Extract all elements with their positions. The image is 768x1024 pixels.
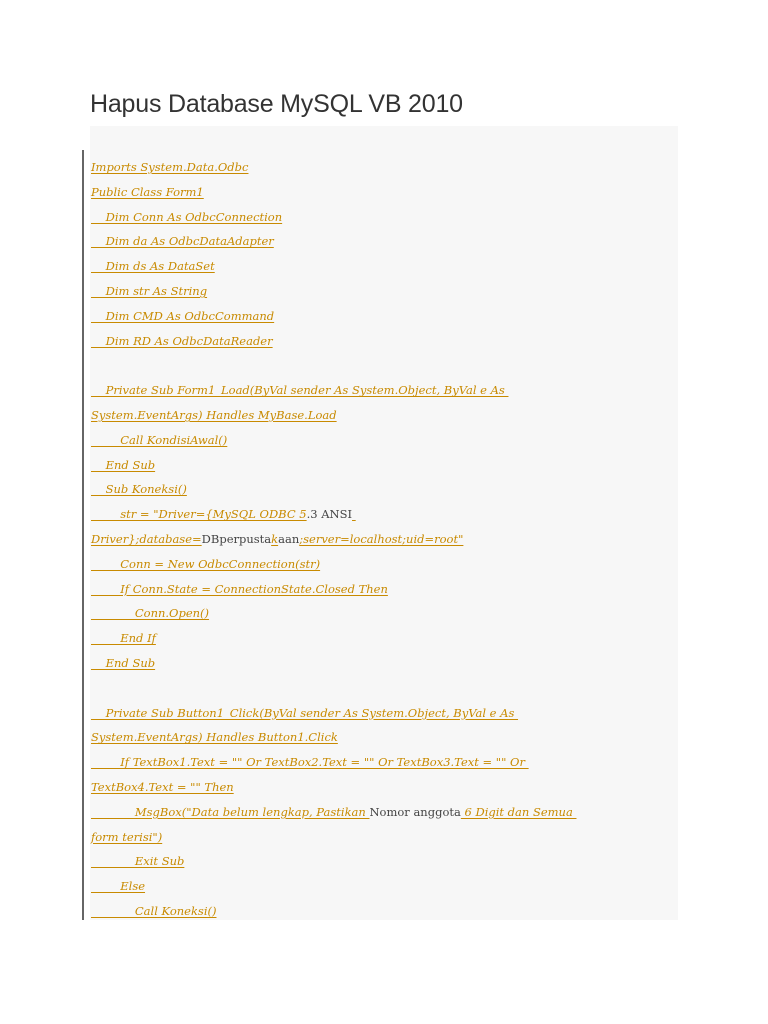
code-line bbox=[91, 256, 677, 281]
code-link-text: Call KondisiAwal() bbox=[91, 432, 228, 447]
code-link-text: Dim RD As OdbcDataReader bbox=[91, 333, 273, 348]
code-line bbox=[91, 653, 677, 678]
page-title: Hapus Database MySQL VB 2010 bbox=[90, 90, 463, 118]
code-link-text: Private Sub Button1_Click(ByVal sender As System.Object, ByVal e As bbox=[91, 705, 519, 720]
code-link-text: ;server=localhost;uid=root" bbox=[299, 531, 464, 546]
code-link-text: Exit Sub bbox=[91, 854, 185, 869]
code-plain-text: DBperpusta bbox=[201, 531, 272, 546]
code-line bbox=[91, 281, 677, 306]
code-link-text: form terisi") bbox=[91, 829, 163, 844]
code-link-text: Private Sub Form1_Load(ByVal sender As System.Object, ByVal e As bbox=[91, 383, 509, 398]
code-line bbox=[91, 777, 677, 802]
code-link-text: Dim ds As DataSet bbox=[91, 259, 215, 274]
code-line bbox=[91, 430, 677, 455]
code-link-text: Dim Conn As OdbcConnection bbox=[91, 209, 283, 224]
code-link-text: Conn.Open() bbox=[91, 606, 210, 621]
code-line bbox=[91, 479, 677, 504]
code-line bbox=[91, 827, 677, 852]
code-line bbox=[91, 876, 677, 901]
code-link-text: TextBox4.Text = "" Then bbox=[91, 779, 234, 794]
code-block bbox=[91, 157, 677, 926]
code-line bbox=[91, 504, 677, 529]
code-link-text: Dim da As OdbcDataAdapter bbox=[91, 234, 274, 249]
code-line bbox=[91, 628, 677, 653]
code-link-text: Dim str As String bbox=[91, 283, 208, 298]
code-line bbox=[91, 727, 677, 752]
code-blank-line bbox=[91, 355, 677, 380]
code-link-text: System.EventArgs) Handles MyBase.Load bbox=[91, 407, 337, 422]
code-plain-text: Nomor anggota bbox=[369, 804, 461, 819]
code-plain-text: aan bbox=[278, 531, 300, 546]
code-link-text: Sub Koneksi() bbox=[91, 482, 187, 497]
code-link-text: Conn = New OdbcConnection(str) bbox=[91, 556, 321, 571]
code-link-text: Dim CMD As OdbcCommand bbox=[91, 308, 275, 323]
code-link-text: str = "Driver={MySQL ODBC 5 bbox=[91, 507, 307, 522]
code-link-text: Public Class Form1 bbox=[91, 184, 204, 199]
code-link-text: MsgBox("Data belum lengkap, Pastikan bbox=[91, 804, 370, 819]
code-line bbox=[91, 207, 677, 232]
code-line bbox=[91, 306, 677, 331]
code-line bbox=[91, 529, 677, 554]
code-line bbox=[91, 157, 677, 182]
code-line bbox=[91, 703, 677, 728]
code-link-text: End Sub bbox=[91, 655, 156, 670]
code-plain-text: .3 ANSI bbox=[306, 507, 353, 522]
code-link-text: System.EventArgs) Handles Button1.Click bbox=[91, 730, 338, 745]
code-line bbox=[91, 331, 677, 356]
code-blank-line bbox=[91, 678, 677, 703]
code-link-text: End If bbox=[91, 631, 156, 646]
code-line bbox=[91, 405, 677, 430]
code-link-text: If TextBox1.Text = "" Or TextBox2.Text = "" Or TextBox3.Text = "" Or bbox=[91, 755, 529, 770]
code-line bbox=[91, 554, 677, 579]
code-line bbox=[91, 901, 677, 926]
code-link-text: Call Koneksi() bbox=[91, 903, 217, 918]
code-line bbox=[91, 182, 677, 207]
code-line bbox=[91, 231, 677, 256]
code-link-text: If Conn.State = ConnectionState.Closed Then bbox=[91, 581, 388, 596]
code-link-text: k bbox=[271, 531, 279, 546]
code-link-text: 6 Digit dan Semua bbox=[460, 804, 577, 819]
code-line bbox=[91, 851, 677, 876]
code-link-text: Else bbox=[91, 879, 146, 894]
code-line bbox=[91, 752, 677, 777]
code-line bbox=[91, 380, 677, 405]
code-link-text: Driver};database= bbox=[91, 531, 202, 546]
code-link-text bbox=[352, 507, 356, 521]
code-line bbox=[91, 579, 677, 604]
code-link-text: End Sub bbox=[91, 457, 156, 472]
code-line bbox=[91, 603, 677, 628]
code-line bbox=[91, 802, 677, 827]
code-left-rule bbox=[82, 150, 84, 920]
code-line bbox=[91, 455, 677, 480]
code-link-text: Imports System.Data.Odbc bbox=[91, 160, 249, 174]
